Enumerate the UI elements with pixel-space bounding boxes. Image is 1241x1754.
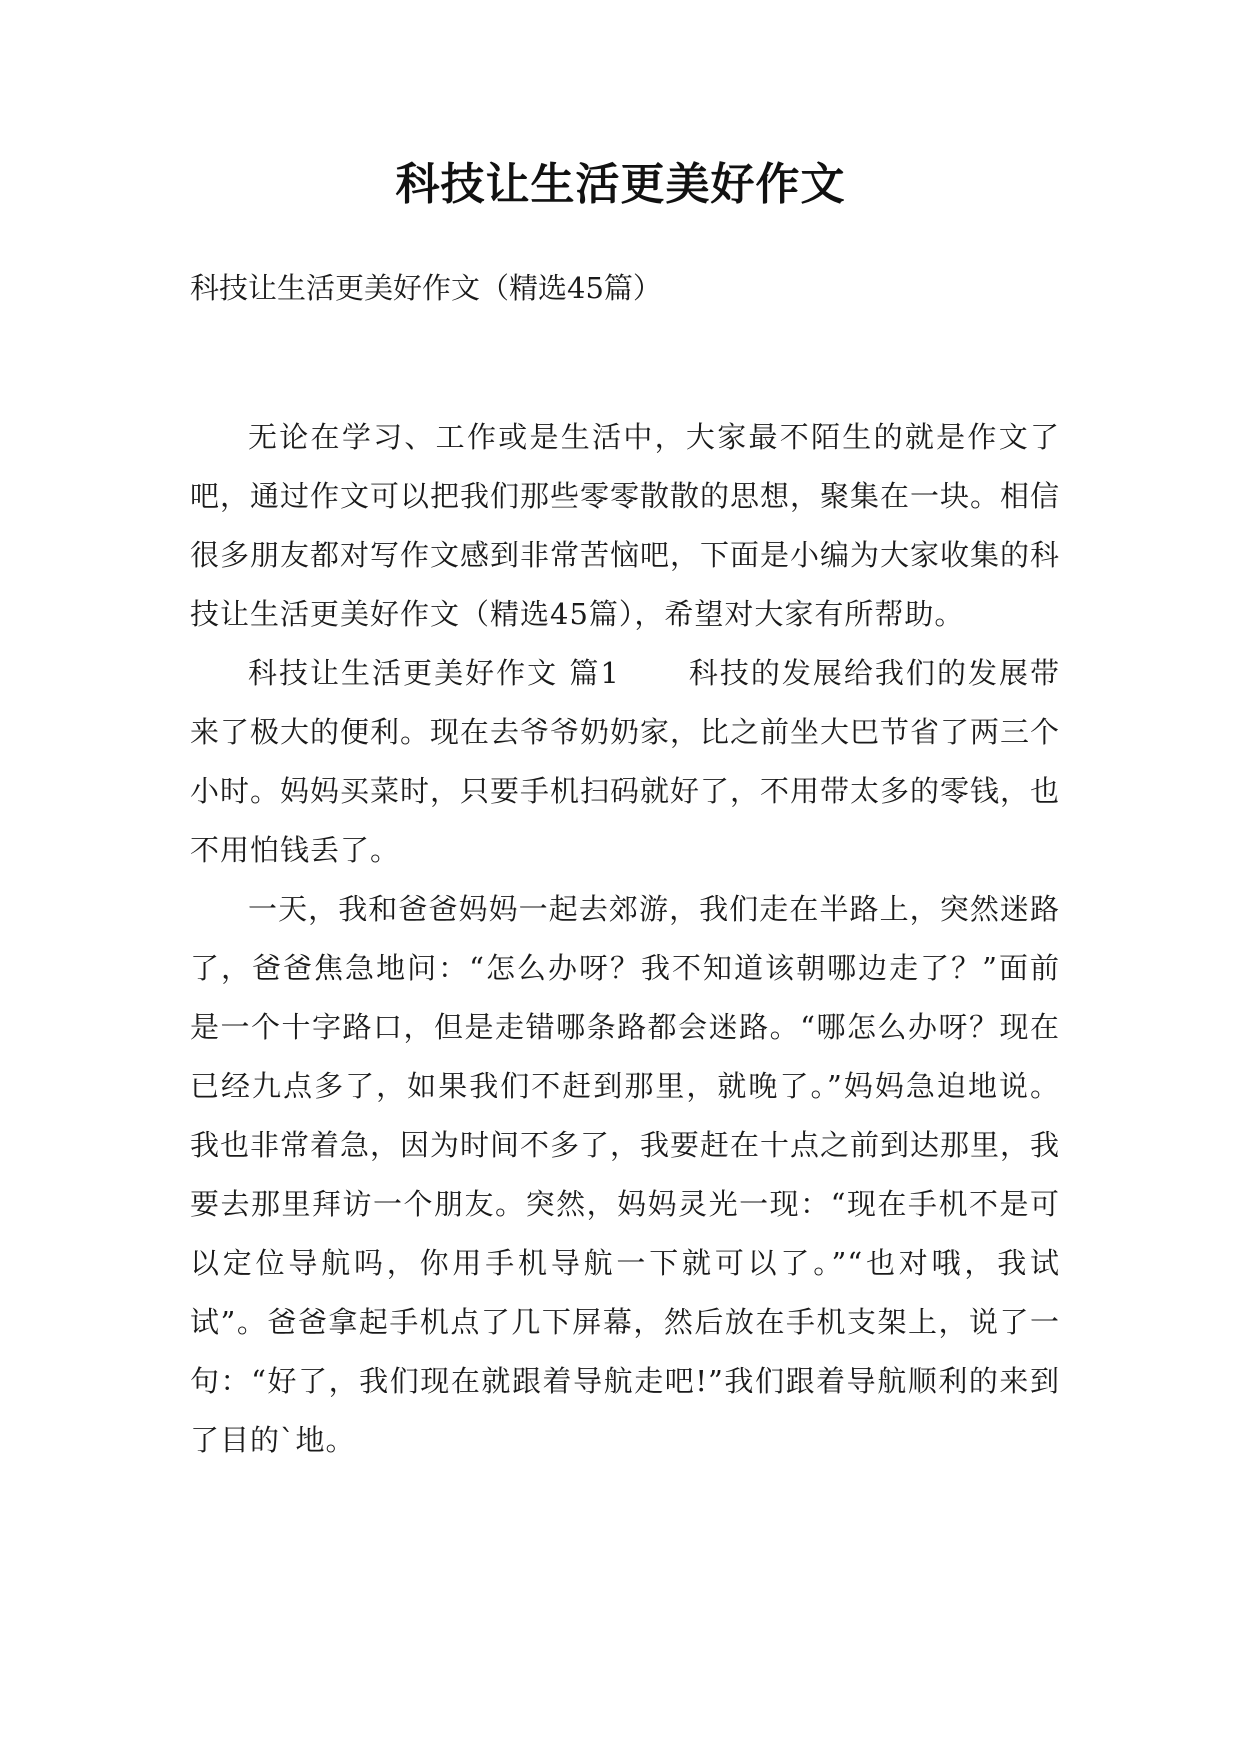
document-body [190, 408, 1060, 1470]
section-1-heading: 科技让生活更美好作文 篇1 [248, 656, 620, 690]
document-subtitle: 科技让生活更美好作文（精选45篇） [190, 271, 662, 305]
section-1-text: 科技的发展给我们的发展带来了极大的便利。现在去爷爷奶奶家，比之前坐大巴节省了两三个小时。妈妈买菜时，只要手机扫码就好了，不用带太多的零钱，也不用怕钱丢了。 [190, 656, 1061, 867]
intro-paragraph: 无论在学习、工作或是生活中，大家最不陌生的就是作文了吧，通过作文可以把我们那些零零散散的思想，聚集在一块。相信很多朋友都对写作文感到非常苦恼吧，下面是小编为大家收集的科技让生活更美好作文（精选45篇），希望对大家有所帮助。 [190, 420, 1061, 631]
document-title: 科技让生活更美好作文 [395, 159, 846, 210]
section-1-paragraph-2: 一天，我和爸爸妈妈一起去郊游，我们走在半路上，突然迷路了，爸爸焦急地问：“怎么办呀？我不知道该朝哪边走了？”面前是一个十字路口，但是走错哪条路都会迷路。“哪怎么办呀？现在已经九点多了，如果我们不赶到那里，就晚了。”妈妈急迫地说。我也非常着急，因为时间不多了，我要赶在十点之前到达那里，我要去那里拜访一个朋友。突然，妈妈灵光一现：“现在手机不是可以定位导航吗，你用手机导航一下就可以了。”“也对哦，我试试”。爸爸拿起手机点了几下屏幕，然后放在手机支架上，说了一句：“好了，我们现在就跟着导航走吧!”我们跟着导航顺利的来到了目的`地。 [190, 892, 1061, 1457]
section-1-paragraph [190, 644, 1060, 880]
